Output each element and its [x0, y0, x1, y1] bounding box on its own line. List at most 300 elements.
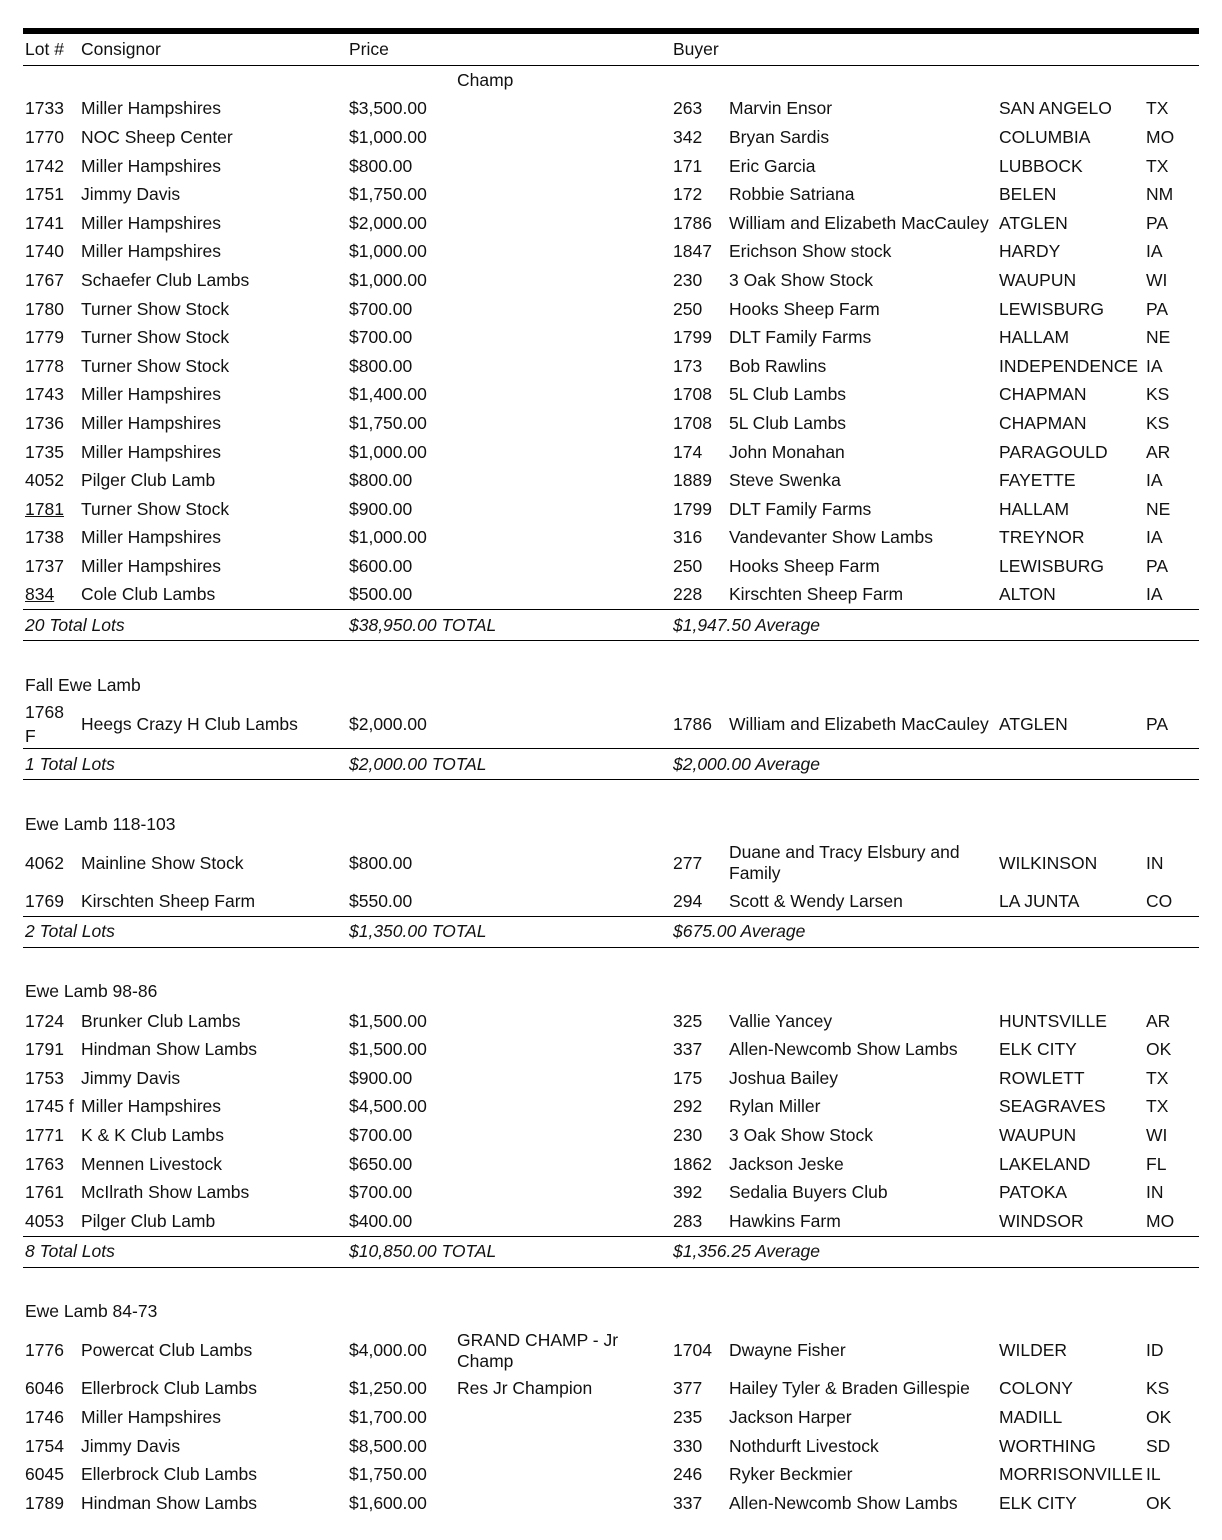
note: [455, 295, 671, 324]
buyer-state: IA: [1146, 241, 1163, 262]
buyer-number: 325: [673, 1010, 703, 1031]
total-amount: $10,850.00 TOTAL: [347, 1236, 671, 1267]
lot-number-part: 1768: [25, 702, 64, 723]
sale-row: [23, 839, 1199, 887]
buyer-number: 246: [673, 1464, 703, 1485]
consignor: Mennen Livestock: [81, 1153, 223, 1174]
price: $1,400.00: [349, 384, 427, 405]
consignor: Miller Hampshires: [81, 555, 222, 576]
sale-row: [23, 266, 1199, 295]
sale-row: [23, 1093, 1199, 1122]
lot-number: 1763: [25, 1153, 64, 1174]
buyer-number: 1708: [673, 384, 712, 405]
buyer-state: ID: [1146, 1340, 1164, 1361]
total-amount: $2,000.00 TOTAL: [347, 749, 671, 780]
buyer-name: Duane and Tracy Elsbury and Family: [729, 842, 960, 884]
lot-number: 1789: [25, 1492, 64, 1513]
buyer-state: AR: [1146, 441, 1171, 462]
buyer-number: 283: [673, 1210, 703, 1231]
consignor: Miller Hampshires: [81, 155, 222, 176]
buyer-number: 316: [673, 527, 703, 548]
lot-number: 1743: [25, 384, 64, 405]
sale-row: [23, 1403, 1199, 1432]
note: [455, 352, 671, 381]
buyer-number: 294: [673, 891, 703, 912]
consignor: Miller Hampshires: [81, 441, 222, 462]
sale-row: [23, 409, 1199, 438]
buyer-number: 172: [673, 184, 703, 205]
buyer-name: Hailey Tyler & Braden Gillespie: [729, 1378, 970, 1399]
buyer-name: Eric Garcia: [729, 155, 816, 176]
buyer-city: WILKINSON: [999, 852, 1098, 873]
average-price: $1,356.25 Average: [671, 1236, 1199, 1267]
lot-number: 1740: [25, 241, 64, 262]
buyer-city: CHAPMAN: [999, 384, 1087, 405]
buyer-state: IA: [1146, 584, 1163, 605]
buyer-city: COLONY: [999, 1378, 1073, 1399]
sale-row: [23, 1150, 1199, 1179]
buyer-name: William and Elizabeth MacCauley: [729, 212, 989, 233]
lot-number: 1751: [25, 184, 64, 205]
consignor: Hindman Show Lambs: [81, 1492, 258, 1513]
buyer-city: BELEN: [999, 184, 1057, 205]
buyer-name: 5L Club Lambs: [729, 384, 847, 405]
buyer-city: WAUPUN: [999, 269, 1077, 290]
buyer-number: 392: [673, 1182, 703, 1203]
buyer-state: NM: [1146, 184, 1174, 205]
price: $400.00: [349, 1210, 413, 1231]
sale-row: [23, 1178, 1199, 1207]
consignor: Jimmy Davis: [81, 184, 181, 205]
note: [455, 1064, 671, 1093]
buyer-name: Robbie Satriana: [729, 184, 855, 205]
price: $3,500.00: [349, 98, 427, 119]
price: $1,700.00: [349, 1407, 427, 1428]
buyer-number: 1704: [673, 1340, 712, 1361]
buyer-name: 5L Club Lambs: [729, 412, 847, 433]
note: [455, 438, 671, 467]
lot-number-part: F: [25, 726, 36, 747]
total-lots: 1 Total Lots: [23, 749, 347, 780]
lot-number: 1741: [25, 212, 64, 233]
consignor: Miller Hampshires: [81, 212, 222, 233]
buyer-state: WI: [1146, 1125, 1168, 1146]
buyer-number: 171: [673, 155, 703, 176]
buyer-name: Hooks Sheep Farm: [729, 298, 880, 319]
price: $800.00: [349, 852, 413, 873]
header-row: [23, 34, 1199, 66]
price: $700.00: [349, 1182, 413, 1203]
price: $600.00: [349, 555, 413, 576]
note: [455, 495, 671, 524]
buyer-state: MO: [1146, 126, 1175, 147]
price: $1,750.00: [349, 1464, 427, 1485]
note: [455, 266, 671, 295]
buyer-city: LEWISBURG: [999, 555, 1105, 576]
lot-number: 1735: [25, 441, 64, 462]
average-price: $675.00 Average: [671, 916, 1199, 947]
buyer-number: 250: [673, 298, 703, 319]
sale-row: [23, 1489, 1199, 1518]
buyer-city: FAYETTE: [999, 470, 1076, 491]
buyer-name: Nothdurft Livestock: [729, 1435, 879, 1456]
buyer-name: Jackson Jeske: [729, 1153, 844, 1174]
buyer-city: HARDY: [999, 241, 1061, 262]
lot-number: 1724: [25, 1010, 64, 1031]
buyer-number: 228: [673, 584, 703, 605]
consignor: Miller Hampshires: [81, 1096, 222, 1117]
average-price: $2,000.00 Average: [671, 749, 1199, 780]
buyer-city: WAUPUN: [999, 1125, 1077, 1146]
consignor: Miller Hampshires: [81, 98, 222, 119]
total-lots: 20 Total Lots: [23, 610, 347, 641]
price: $700.00: [349, 327, 413, 348]
buyer-number: 173: [673, 355, 703, 376]
note: [455, 238, 671, 267]
buyer-city: SEAGRAVES: [999, 1096, 1106, 1117]
buyer-name: Joshua Bailey: [729, 1067, 838, 1088]
buyer-state: CO: [1146, 891, 1173, 912]
sale-row: [23, 381, 1199, 410]
buyer-name: Bryan Sardis: [729, 126, 830, 147]
buyer-number: 263: [673, 98, 703, 119]
buyer-city: WINDSOR: [999, 1210, 1084, 1231]
lot-number: 1771: [25, 1125, 64, 1146]
buyer-city: PARAGOULD: [999, 441, 1108, 462]
price: $800.00: [349, 470, 413, 491]
buyer-city: SAN ANGELO: [999, 98, 1112, 119]
note: [455, 152, 671, 181]
section-title-ewe-lamb-84-73-row: [23, 1297, 1199, 1327]
note: [455, 209, 671, 238]
note: [455, 466, 671, 495]
buyer-state: PA: [1146, 212, 1169, 233]
note: [455, 1121, 671, 1150]
lot-number: 1767: [25, 269, 64, 290]
buyer-name: John Monahan: [729, 441, 845, 462]
price: $1,500.00: [349, 1039, 427, 1060]
note: [455, 839, 671, 887]
price: $4,000.00: [349, 1340, 427, 1361]
buyer-city: HALLAM: [999, 327, 1070, 348]
average-price: $1,947.50 Average: [671, 610, 1199, 641]
buyer-city: MORRISONVILLE: [999, 1464, 1143, 1485]
sale-row: [23, 1121, 1199, 1150]
sale-row: [23, 352, 1199, 381]
section-title-ewe-lamb-98-86: Ewe Lamb 98-86: [25, 981, 158, 1002]
lot-number: 4052: [25, 470, 64, 491]
price: $800.00: [349, 355, 413, 376]
buyer-state: AR: [1146, 1010, 1171, 1031]
buyer-name: Vallie Yancey: [729, 1010, 833, 1031]
buyer-number: 342: [673, 126, 703, 147]
buyer-number: 250: [673, 555, 703, 576]
buyer-name: DLT Family Farms: [729, 327, 872, 348]
price: $700.00: [349, 298, 413, 319]
lot-number: 1736: [25, 412, 64, 433]
champ-note: Champ: [457, 69, 514, 90]
note: [455, 524, 671, 553]
lot-number: 1779: [25, 327, 64, 348]
sale-row: [23, 1432, 1199, 1461]
price: $800.00: [349, 155, 413, 176]
buyer-number: 1786: [673, 212, 712, 233]
consignor: Mainline Show Stock: [81, 852, 244, 873]
buyer-city: LA JUNTA: [999, 891, 1080, 912]
price: $4,500.00: [349, 1096, 427, 1117]
consignor: Heegs Crazy H Club Lambs: [81, 713, 298, 734]
price: $650.00: [349, 1153, 413, 1174]
sale-row: [23, 466, 1199, 495]
buyer-name: Jackson Harper: [729, 1407, 852, 1428]
spacer-row: [23, 780, 1199, 810]
note: [455, 581, 671, 610]
consignor: Miller Hampshires: [81, 412, 222, 433]
consignor: Pilger Club Lamb: [81, 470, 216, 491]
buyer-state: TX: [1146, 1096, 1169, 1117]
lot-number: 1761: [25, 1182, 64, 1203]
buyer-number: 1847: [673, 241, 712, 262]
buyer-state: OK: [1146, 1039, 1172, 1060]
totals-row: [23, 749, 1199, 780]
buyer-city: TREYNOR: [999, 527, 1085, 548]
header-buyer: Buyer: [671, 34, 997, 66]
buyer-name: DLT Family Farms: [729, 498, 872, 519]
buyer-state: FL: [1146, 1153, 1167, 1174]
sale-row: [23, 1035, 1199, 1064]
sale-row: [23, 180, 1199, 209]
buyer-number: 1862: [673, 1153, 712, 1174]
sale-row: [23, 495, 1199, 524]
note: [455, 409, 671, 438]
total-amount: $38,950.00 TOTAL: [347, 610, 671, 641]
sale-row: [23, 152, 1199, 181]
buyer-number: 1889: [673, 470, 712, 491]
consignor: Turner Show Stock: [81, 298, 230, 319]
buyer-city: MADILL: [999, 1407, 1063, 1428]
note: [455, 552, 671, 581]
buyer-city: LUBBOCK: [999, 155, 1083, 176]
buyer-city: INDEPENDENCE: [999, 355, 1139, 376]
buyer-number: 292: [673, 1096, 703, 1117]
buyer-number: 175: [673, 1067, 703, 1088]
consignor: Miller Hampshires: [81, 384, 222, 405]
lot-number: 1791: [25, 1039, 64, 1060]
spacer-row: [23, 641, 1199, 671]
buyer-city: PATOKA: [999, 1182, 1068, 1203]
lot-number: 1776: [25, 1340, 64, 1361]
price: $500.00: [349, 584, 413, 605]
buyer-city: COLUMBIA: [999, 126, 1091, 147]
section-title-ewe-lamb-98-86-row: [23, 977, 1199, 1007]
consignor: Jimmy Davis: [81, 1067, 181, 1088]
totals-row: [23, 610, 1199, 641]
buyer-state: PA: [1146, 555, 1169, 576]
totals-row: [23, 916, 1199, 947]
price: $8,500.00: [349, 1435, 427, 1456]
buyer-city: LAKELAND: [999, 1153, 1091, 1174]
buyer-city: ALTON: [999, 584, 1056, 605]
note: [455, 1460, 671, 1489]
note: [455, 1403, 671, 1432]
buyer-name: Steve Swenka: [729, 470, 841, 491]
price: $1,750.00: [349, 184, 427, 205]
note: [455, 123, 671, 152]
lot-number: 1769: [25, 891, 64, 912]
spacer-row: [23, 1267, 1199, 1297]
sale-row: [23, 295, 1199, 324]
sale-row: [23, 438, 1199, 467]
sale-row: [23, 552, 1199, 581]
buyer-state: TX: [1146, 1067, 1169, 1088]
consignor: Powercat Club Lambs: [81, 1340, 253, 1361]
sale-row: [23, 323, 1199, 352]
buyer-city: ELK CITY: [999, 1492, 1077, 1513]
header-price: Price: [347, 34, 455, 66]
consignor: Schaefer Club Lambs: [81, 269, 250, 290]
price: $900.00: [349, 1067, 413, 1088]
buyer-name: Ryker Beckmier: [729, 1464, 853, 1485]
buyer-name: Kirschten Sheep Farm: [729, 584, 904, 605]
price: $1,000.00: [349, 441, 427, 462]
sale-row: [23, 1375, 1199, 1404]
buyer-name: Sedalia Buyers Club: [729, 1182, 888, 1203]
note-row: [23, 66, 1199, 95]
sale-row: [23, 1327, 1199, 1375]
consignor: McIlrath Show Lambs: [81, 1182, 250, 1203]
buyer-state: KS: [1146, 1378, 1170, 1399]
lot-number: 1778: [25, 355, 64, 376]
buyer-city: ATGLEN: [999, 713, 1068, 734]
buyer-state: NE: [1146, 327, 1171, 348]
consignor: Miller Hampshires: [81, 527, 222, 548]
buyer-state: TX: [1146, 98, 1169, 119]
price: $550.00: [349, 891, 413, 912]
consignor: Ellerbrock Club Lambs: [81, 1378, 258, 1399]
sale-row: [23, 1007, 1199, 1036]
consignor: Jimmy Davis: [81, 1435, 181, 1456]
buyer-city: WILDER: [999, 1340, 1068, 1361]
lot-number: 1746: [25, 1407, 64, 1428]
sale-row: [23, 1064, 1199, 1093]
sale-row: [23, 123, 1199, 152]
price: $2,000.00: [349, 713, 427, 734]
price: $1,500.00: [349, 1010, 427, 1031]
buyer-state: PA: [1146, 713, 1169, 734]
buyer-number: 337: [673, 1492, 703, 1513]
buyer-name: Allen-Newcomb Show Lambs: [729, 1492, 958, 1513]
lot-number: 834: [25, 584, 55, 605]
consignor: Miller Hampshires: [81, 241, 222, 262]
sale-row: [23, 887, 1199, 916]
buyer-state: IN: [1146, 1182, 1164, 1203]
note: [455, 1093, 671, 1122]
consignor: Turner Show Stock: [81, 355, 230, 376]
note: [455, 1432, 671, 1461]
note: [455, 381, 671, 410]
buyer-state: TX: [1146, 155, 1169, 176]
buyer-number: 230: [673, 1125, 703, 1146]
buyer-name: Hawkins Farm: [729, 1210, 841, 1231]
buyer-state: IA: [1146, 355, 1163, 376]
buyer-city: HUNTSVILLE: [999, 1010, 1107, 1031]
sale-row: [23, 209, 1199, 238]
note: [455, 323, 671, 352]
buyer-state: IL: [1146, 1464, 1161, 1485]
buyer-number: 235: [673, 1407, 703, 1428]
section-title-ewe-lamb-118-103: Ewe Lamb 118-103: [25, 813, 176, 834]
note: GRAND CHAMP - Jr Champ: [457, 1329, 619, 1371]
consignor: Turner Show Stock: [81, 327, 230, 348]
totals-row: [23, 1236, 1199, 1267]
buyer-number: 277: [673, 852, 703, 873]
header-lot: Lot #: [23, 34, 79, 66]
buyer-state: IA: [1146, 527, 1163, 548]
buyer-number: 1799: [673, 327, 712, 348]
section-title-fall-ewe-lamb-row: [23, 670, 1199, 700]
buyer-name: Allen-Newcomb Show Lambs: [729, 1039, 958, 1060]
price: $1,000.00: [349, 269, 427, 290]
buyer-state: WI: [1146, 269, 1168, 290]
buyer-name: William and Elizabeth MacCauley: [729, 713, 989, 734]
sale-row: [23, 700, 1199, 749]
lot-number: 6045: [25, 1464, 64, 1485]
lot-number: 1781: [25, 498, 64, 519]
buyer-city: HALLAM: [999, 498, 1070, 519]
buyer-name: Erichson Show stock: [729, 241, 892, 262]
lot-number: 1754: [25, 1435, 64, 1456]
consignor: K & K Club Lambs: [81, 1125, 224, 1146]
consignor: Pilger Club Lamb: [81, 1210, 216, 1231]
spacer-row: [23, 947, 1199, 977]
note: [455, 1150, 671, 1179]
sale-row: [23, 1460, 1199, 1489]
price: $1,000.00: [349, 126, 427, 147]
buyer-number: 377: [673, 1378, 703, 1399]
lot-number: 1733: [25, 98, 64, 119]
sale-results-document: [23, 28, 1199, 1518]
note: [455, 700, 671, 749]
buyer-city: CHAPMAN: [999, 412, 1087, 433]
section-title-ewe-lamb-84-73: Ewe Lamb 84-73: [25, 1301, 158, 1322]
price: $1,000.00: [349, 241, 427, 262]
buyer-number: 174: [673, 441, 703, 462]
lot-number: [23, 700, 79, 749]
note: [455, 1178, 671, 1207]
consignor: Ellerbrock Club Lambs: [81, 1464, 258, 1485]
note: Res Jr Champion: [457, 1378, 593, 1399]
consignor: Miller Hampshires: [81, 1407, 222, 1428]
consignor: Cole Club Lambs: [81, 584, 216, 605]
buyer-city: LEWISBURG: [999, 298, 1105, 319]
lot-number: 4053: [25, 1210, 64, 1231]
note: [455, 1007, 671, 1036]
buyer-name: 3 Oak Show Stock: [729, 1125, 873, 1146]
buyer-number: 337: [673, 1039, 703, 1060]
sale-table: [23, 34, 1199, 1518]
buyer-state: KS: [1146, 384, 1170, 405]
buyer-state: IN: [1146, 852, 1164, 873]
buyer-number: 230: [673, 269, 703, 290]
total-lots: 8 Total Lots: [23, 1236, 347, 1267]
consignor: Kirschten Sheep Farm: [81, 891, 256, 912]
buyer-name: Marvin Ensor: [729, 98, 833, 119]
lot-number: 6046: [25, 1378, 64, 1399]
note: [455, 1035, 671, 1064]
buyer-state: IA: [1146, 470, 1163, 491]
buyer-city: ELK CITY: [999, 1039, 1077, 1060]
buyer-state: NE: [1146, 498, 1171, 519]
